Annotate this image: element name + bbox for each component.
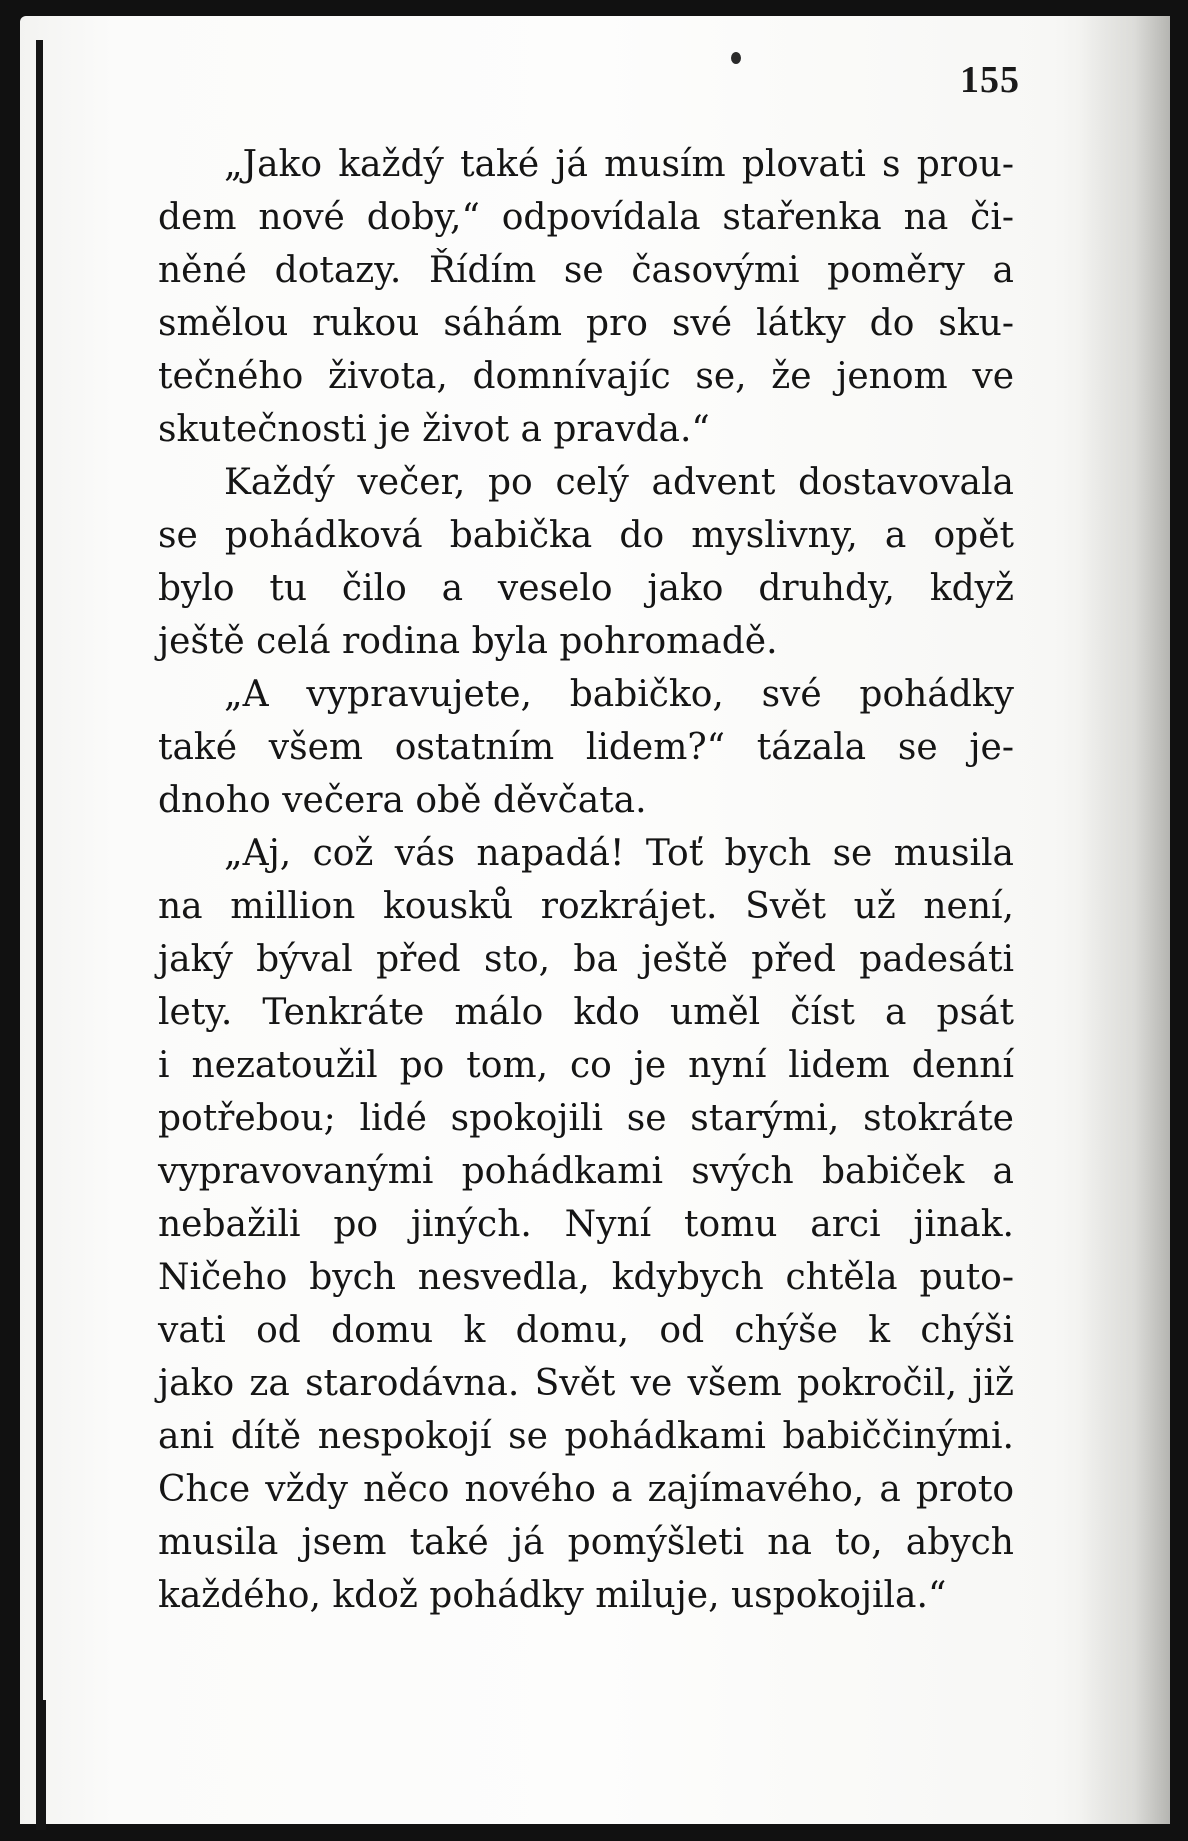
text-line: „Aj, což vás napadá! Toť bych se musila bbox=[224, 833, 1014, 874]
body-text bbox=[158, 138, 1014, 1622]
text-line: lety. Tenkráte málo kdo uměl číst a psát bbox=[158, 992, 1014, 1033]
text-line: Každý večer, po celý advent dostavovala bbox=[224, 462, 1014, 503]
text-line: dem nové doby,“ odpovídala stařenka na či- bbox=[158, 197, 1014, 238]
text-line: se pohádková babička do myslivny, a opět bbox=[158, 515, 1014, 556]
text-line: Chce vždy něco nového a zajímavého, a proto bbox=[158, 1469, 1014, 1510]
page-edge-shadow bbox=[36, 40, 43, 1830]
text-line: i nezatoužil po tom, co je nyní lidem denní bbox=[158, 1045, 1014, 1086]
text-line: vypravovanými pohádkami svých babiček a bbox=[158, 1151, 1014, 1192]
text-line: jako za starodávna. Svět ve všem pokročil, již bbox=[158, 1363, 1014, 1404]
text-line: Ničeho bych nesvedla, kdybych chtěla puto- bbox=[158, 1257, 1014, 1298]
page-edge-shadow-lower bbox=[38, 1700, 46, 1830]
text-line: ještě celá rodina byla pohromadě. bbox=[158, 621, 778, 662]
text-line: tečného života, domnívajíc se, že jenom ve bbox=[158, 356, 1014, 397]
text-line: skutečnosti je život a pravda.“ bbox=[158, 409, 710, 450]
text-line: něné dotazy. Řídím se časovými poměry a bbox=[158, 250, 1014, 291]
text-line: „A vypravujete, babičko, své pohádky bbox=[224, 674, 1014, 715]
text-line: jaký býval před sto, ba ještě před padesáti bbox=[158, 939, 1014, 980]
text-line: ani dítě nespokojí se pohádkami babiččinými. bbox=[158, 1416, 1014, 1457]
text-line: každého, kdož pohádky miluje, uspokojila.“ bbox=[158, 1575, 947, 1616]
text-line: na million kousků rozkrájet. Svět už není, bbox=[158, 886, 1014, 927]
text-line: nebažili po jiných. Nyní tomu arci jinak. bbox=[158, 1204, 1014, 1245]
text-line: bylo tu čilo a veselo jako druhdy, když bbox=[158, 568, 1014, 609]
text-line: vati od domu k domu, od chýše k chýši bbox=[158, 1310, 1014, 1351]
text-line: dnoho večera obě děvčata. bbox=[158, 780, 647, 821]
page-number: 155 bbox=[960, 59, 1020, 101]
text-line: také všem ostatním lidem?“ tázala se je- bbox=[158, 727, 1014, 768]
ink-speck bbox=[731, 52, 741, 64]
text-line: potřebou; lidé spokojili se starými, stokráte bbox=[158, 1098, 1014, 1139]
text-line: musila jsem také já pomýšleti na to, abych bbox=[158, 1522, 1014, 1563]
text-line: „Jako každý také já musím plovati s prou- bbox=[224, 144, 1014, 185]
text-line: smělou rukou sáhám pro své látky do sku- bbox=[158, 303, 1014, 344]
